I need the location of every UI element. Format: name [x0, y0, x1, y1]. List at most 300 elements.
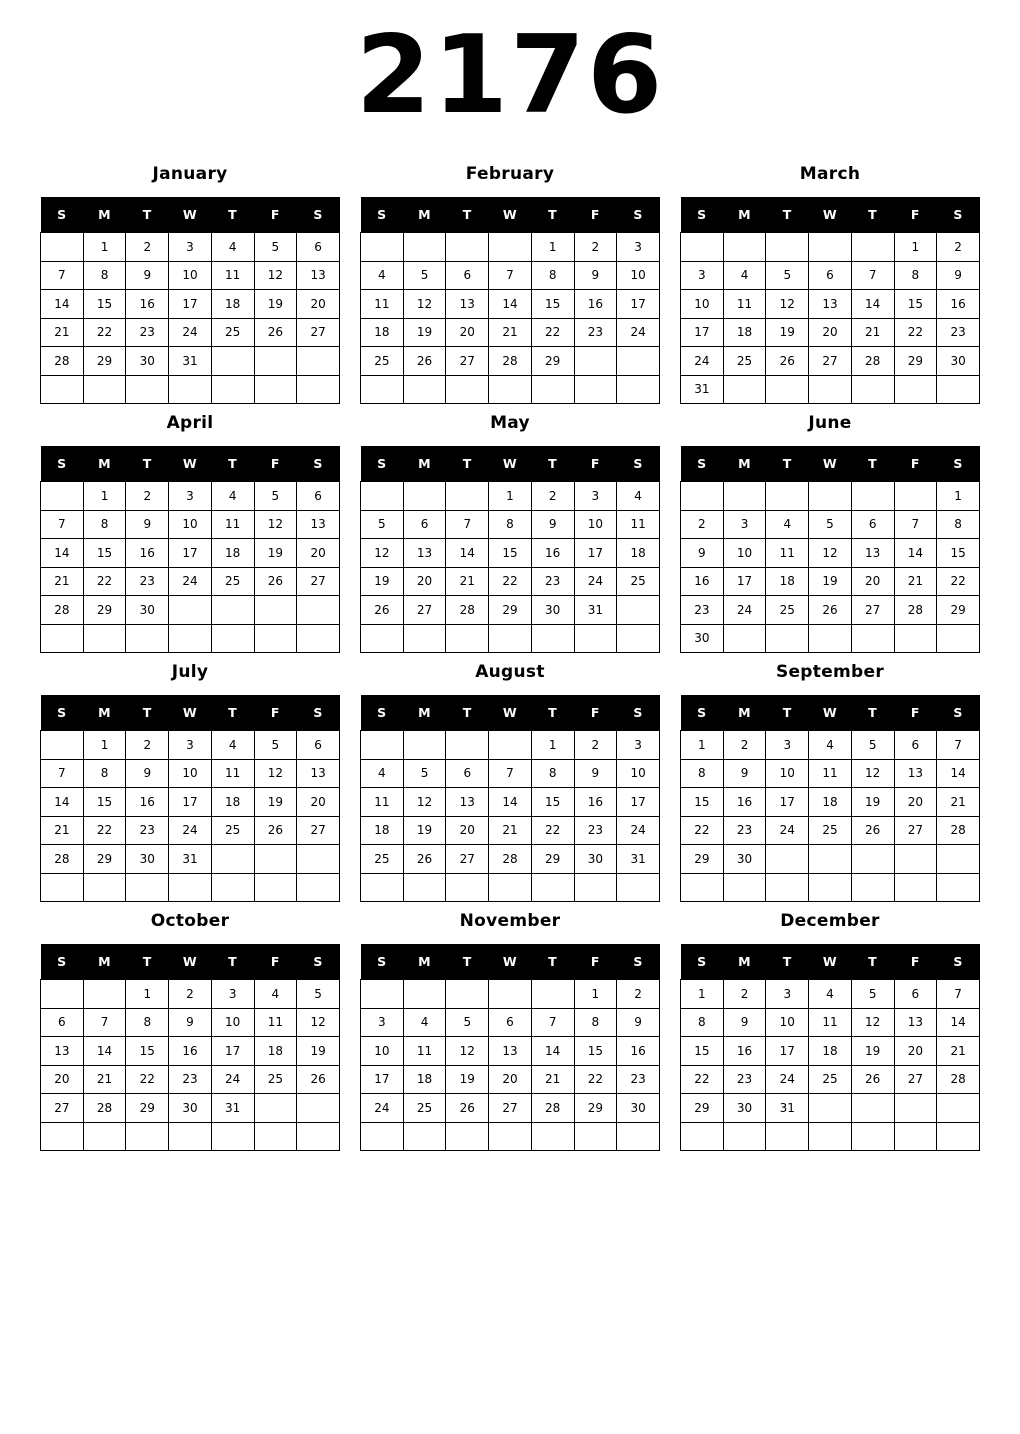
day-cell[interactable]: 2	[126, 482, 169, 511]
day-cell[interactable]: 7	[489, 759, 532, 788]
day-cell[interactable]: 24	[211, 1065, 254, 1094]
day-cell[interactable]: 19	[297, 1037, 340, 1066]
day-cell[interactable]: 15	[83, 788, 126, 817]
day-cell[interactable]: 9	[617, 1008, 660, 1037]
day-cell[interactable]: 7	[851, 261, 894, 290]
day-cell[interactable]: 12	[766, 290, 809, 319]
day-cell[interactable]: 23	[937, 318, 980, 347]
day-cell[interactable]: 12	[361, 539, 404, 568]
day-cell[interactable]: 14	[894, 539, 937, 568]
day-cell[interactable]: 1	[574, 980, 617, 1009]
day-cell[interactable]: 21	[83, 1065, 126, 1094]
day-cell[interactable]: 10	[574, 510, 617, 539]
day-cell[interactable]: 13	[894, 759, 937, 788]
day-cell[interactable]: 23	[723, 816, 766, 845]
day-cell[interactable]: 14	[41, 788, 84, 817]
day-cell[interactable]: 1	[531, 233, 574, 262]
day-cell[interactable]: 17	[766, 788, 809, 817]
day-cell[interactable]: 21	[41, 816, 84, 845]
day-cell[interactable]: 10	[617, 759, 660, 788]
day-cell[interactable]: 24	[766, 1065, 809, 1094]
day-cell[interactable]: 12	[851, 759, 894, 788]
day-cell[interactable]: 17	[169, 290, 212, 319]
day-cell[interactable]: 13	[297, 759, 340, 788]
day-cell[interactable]: 27	[851, 596, 894, 625]
day-cell[interactable]: 24	[617, 318, 660, 347]
day-cell[interactable]: 2	[126, 233, 169, 262]
day-cell[interactable]: 24	[169, 816, 212, 845]
day-cell[interactable]: 13	[489, 1037, 532, 1066]
day-cell[interactable]: 8	[531, 261, 574, 290]
day-cell[interactable]: 4	[809, 731, 852, 760]
day-cell[interactable]: 28	[41, 845, 84, 874]
day-cell[interactable]: 31	[211, 1094, 254, 1123]
day-cell[interactable]: 20	[446, 816, 489, 845]
day-cell[interactable]: 3	[574, 482, 617, 511]
day-cell[interactable]: 22	[531, 816, 574, 845]
day-cell[interactable]: 27	[297, 816, 340, 845]
day-cell[interactable]: 5	[254, 233, 297, 262]
day-cell[interactable]: 9	[574, 261, 617, 290]
day-cell[interactable]: 31	[617, 845, 660, 874]
day-cell[interactable]: 14	[937, 1008, 980, 1037]
day-cell[interactable]: 25	[403, 1094, 446, 1123]
day-cell[interactable]: 26	[851, 816, 894, 845]
day-cell[interactable]: 17	[169, 788, 212, 817]
day-cell[interactable]: 18	[361, 318, 404, 347]
day-cell[interactable]: 3	[723, 510, 766, 539]
day-cell[interactable]: 29	[574, 1094, 617, 1123]
day-cell[interactable]: 12	[809, 539, 852, 568]
day-cell[interactable]: 5	[403, 261, 446, 290]
day-cell[interactable]: 22	[681, 816, 724, 845]
day-cell[interactable]: 6	[403, 510, 446, 539]
day-cell[interactable]: 1	[894, 233, 937, 262]
day-cell[interactable]: 28	[489, 845, 532, 874]
day-cell[interactable]: 16	[126, 539, 169, 568]
day-cell[interactable]: 17	[574, 539, 617, 568]
day-cell[interactable]: 2	[126, 731, 169, 760]
day-cell[interactable]: 7	[894, 510, 937, 539]
day-cell[interactable]: 30	[574, 845, 617, 874]
day-cell[interactable]: 30	[126, 845, 169, 874]
day-cell[interactable]: 20	[41, 1065, 84, 1094]
day-cell[interactable]: 26	[254, 816, 297, 845]
day-cell[interactable]: 5	[851, 980, 894, 1009]
day-cell[interactable]: 12	[851, 1008, 894, 1037]
day-cell[interactable]: 16	[574, 290, 617, 319]
day-cell[interactable]: 16	[723, 788, 766, 817]
day-cell[interactable]: 28	[531, 1094, 574, 1123]
day-cell[interactable]: 12	[446, 1037, 489, 1066]
day-cell[interactable]: 16	[681, 567, 724, 596]
day-cell[interactable]: 22	[83, 318, 126, 347]
day-cell[interactable]: 9	[723, 1008, 766, 1037]
day-cell[interactable]: 4	[766, 510, 809, 539]
day-cell[interactable]: 17	[617, 290, 660, 319]
day-cell[interactable]: 6	[446, 759, 489, 788]
day-cell[interactable]: 14	[83, 1037, 126, 1066]
day-cell[interactable]: 31	[766, 1094, 809, 1123]
day-cell[interactable]: 22	[126, 1065, 169, 1094]
day-cell[interactable]: 8	[937, 510, 980, 539]
day-cell[interactable]: 24	[169, 318, 212, 347]
day-cell[interactable]: 2	[681, 510, 724, 539]
day-cell[interactable]: 15	[937, 539, 980, 568]
day-cell[interactable]: 3	[169, 233, 212, 262]
day-cell[interactable]: 23	[126, 567, 169, 596]
day-cell[interactable]: 22	[83, 816, 126, 845]
day-cell[interactable]: 23	[126, 816, 169, 845]
day-cell[interactable]: 8	[681, 759, 724, 788]
day-cell[interactable]: 7	[41, 510, 84, 539]
day-cell[interactable]: 5	[254, 731, 297, 760]
day-cell[interactable]: 29	[83, 596, 126, 625]
day-cell[interactable]: 2	[574, 731, 617, 760]
day-cell[interactable]: 3	[766, 980, 809, 1009]
day-cell[interactable]: 25	[617, 567, 660, 596]
day-cell[interactable]: 4	[361, 759, 404, 788]
day-cell[interactable]: 15	[531, 788, 574, 817]
day-cell[interactable]: 15	[531, 290, 574, 319]
day-cell[interactable]: 24	[723, 596, 766, 625]
day-cell[interactable]: 19	[254, 788, 297, 817]
day-cell[interactable]: 11	[211, 510, 254, 539]
day-cell[interactable]: 4	[361, 261, 404, 290]
day-cell[interactable]: 9	[723, 759, 766, 788]
day-cell[interactable]: 2	[617, 980, 660, 1009]
day-cell[interactable]: 15	[83, 539, 126, 568]
day-cell[interactable]: 28	[41, 347, 84, 376]
day-cell[interactable]: 4	[254, 980, 297, 1009]
day-cell[interactable]: 15	[83, 290, 126, 319]
day-cell[interactable]: 8	[531, 759, 574, 788]
day-cell[interactable]: 21	[41, 567, 84, 596]
day-cell[interactable]: 12	[254, 261, 297, 290]
day-cell[interactable]: 10	[169, 759, 212, 788]
day-cell[interactable]: 30	[723, 845, 766, 874]
day-cell[interactable]: 29	[83, 845, 126, 874]
day-cell[interactable]: 20	[403, 567, 446, 596]
day-cell[interactable]: 18	[809, 788, 852, 817]
day-cell[interactable]: 20	[894, 788, 937, 817]
day-cell[interactable]: 6	[297, 233, 340, 262]
day-cell[interactable]: 21	[531, 1065, 574, 1094]
day-cell[interactable]: 14	[937, 759, 980, 788]
day-cell[interactable]: 30	[126, 596, 169, 625]
day-cell[interactable]: 21	[937, 1037, 980, 1066]
day-cell[interactable]: 26	[403, 347, 446, 376]
day-cell[interactable]: 11	[361, 788, 404, 817]
day-cell[interactable]: 26	[766, 347, 809, 376]
day-cell[interactable]: 7	[446, 510, 489, 539]
day-cell[interactable]: 16	[169, 1037, 212, 1066]
day-cell[interactable]: 22	[489, 567, 532, 596]
day-cell[interactable]: 14	[41, 539, 84, 568]
day-cell[interactable]: 8	[894, 261, 937, 290]
day-cell[interactable]: 13	[809, 290, 852, 319]
day-cell[interactable]: 29	[937, 596, 980, 625]
day-cell[interactable]: 10	[617, 261, 660, 290]
day-cell[interactable]: 17	[617, 788, 660, 817]
day-cell[interactable]: 30	[681, 624, 724, 653]
day-cell[interactable]: 1	[681, 731, 724, 760]
day-cell[interactable]: 4	[211, 233, 254, 262]
day-cell[interactable]: 5	[403, 759, 446, 788]
day-cell[interactable]: 28	[489, 347, 532, 376]
day-cell[interactable]: 5	[361, 510, 404, 539]
day-cell[interactable]: 7	[937, 980, 980, 1009]
day-cell[interactable]: 31	[681, 375, 724, 404]
day-cell[interactable]: 6	[851, 510, 894, 539]
day-cell[interactable]: 21	[894, 567, 937, 596]
day-cell[interactable]: 28	[937, 1065, 980, 1094]
day-cell[interactable]: 23	[723, 1065, 766, 1094]
day-cell[interactable]: 4	[809, 980, 852, 1009]
day-cell[interactable]: 1	[531, 731, 574, 760]
day-cell[interactable]: 3	[361, 1008, 404, 1037]
day-cell[interactable]: 11	[617, 510, 660, 539]
day-cell[interactable]: 19	[403, 816, 446, 845]
day-cell[interactable]: 3	[211, 980, 254, 1009]
day-cell[interactable]: 30	[531, 596, 574, 625]
day-cell[interactable]: 18	[403, 1065, 446, 1094]
day-cell[interactable]: 25	[809, 816, 852, 845]
day-cell[interactable]: 14	[489, 788, 532, 817]
day-cell[interactable]: 30	[937, 347, 980, 376]
day-cell[interactable]: 5	[446, 1008, 489, 1037]
day-cell[interactable]: 12	[403, 788, 446, 817]
day-cell[interactable]: 17	[681, 318, 724, 347]
day-cell[interactable]: 29	[531, 845, 574, 874]
day-cell[interactable]: 2	[937, 233, 980, 262]
day-cell[interactable]: 18	[617, 539, 660, 568]
day-cell[interactable]: 14	[531, 1037, 574, 1066]
day-cell[interactable]: 30	[723, 1094, 766, 1123]
day-cell[interactable]: 23	[126, 318, 169, 347]
day-cell[interactable]: 19	[446, 1065, 489, 1094]
day-cell[interactable]: 11	[809, 759, 852, 788]
day-cell[interactable]: 10	[169, 510, 212, 539]
day-cell[interactable]: 18	[766, 567, 809, 596]
day-cell[interactable]: 2	[169, 980, 212, 1009]
day-cell[interactable]: 4	[617, 482, 660, 511]
day-cell[interactable]: 22	[681, 1065, 724, 1094]
day-cell[interactable]: 5	[809, 510, 852, 539]
day-cell[interactable]: 26	[809, 596, 852, 625]
day-cell[interactable]: 11	[403, 1037, 446, 1066]
day-cell[interactable]: 23	[681, 596, 724, 625]
day-cell[interactable]: 7	[489, 261, 532, 290]
day-cell[interactable]: 18	[723, 318, 766, 347]
day-cell[interactable]: 21	[851, 318, 894, 347]
day-cell[interactable]: 13	[403, 539, 446, 568]
day-cell[interactable]: 25	[723, 347, 766, 376]
day-cell[interactable]: 18	[211, 290, 254, 319]
day-cell[interactable]: 17	[211, 1037, 254, 1066]
day-cell[interactable]: 9	[126, 510, 169, 539]
day-cell[interactable]: 16	[937, 290, 980, 319]
day-cell[interactable]: 9	[574, 759, 617, 788]
day-cell[interactable]: 25	[809, 1065, 852, 1094]
day-cell[interactable]: 2	[574, 233, 617, 262]
day-cell[interactable]: 27	[41, 1094, 84, 1123]
day-cell[interactable]: 15	[574, 1037, 617, 1066]
day-cell[interactable]: 17	[361, 1065, 404, 1094]
day-cell[interactable]: 17	[723, 567, 766, 596]
day-cell[interactable]: 8	[681, 1008, 724, 1037]
day-cell[interactable]: 16	[574, 788, 617, 817]
day-cell[interactable]: 14	[489, 290, 532, 319]
day-cell[interactable]: 8	[83, 510, 126, 539]
day-cell[interactable]: 7	[937, 731, 980, 760]
day-cell[interactable]: 28	[41, 596, 84, 625]
day-cell[interactable]: 16	[126, 290, 169, 319]
day-cell[interactable]: 13	[446, 788, 489, 817]
day-cell[interactable]: 7	[83, 1008, 126, 1037]
day-cell[interactable]: 11	[361, 290, 404, 319]
day-cell[interactable]: 9	[169, 1008, 212, 1037]
day-cell[interactable]: 3	[169, 482, 212, 511]
day-cell[interactable]: 11	[723, 290, 766, 319]
day-cell[interactable]: 18	[211, 788, 254, 817]
day-cell[interactable]: 26	[254, 567, 297, 596]
day-cell[interactable]: 21	[489, 816, 532, 845]
day-cell[interactable]: 24	[617, 816, 660, 845]
day-cell[interactable]: 6	[809, 261, 852, 290]
day-cell[interactable]: 25	[211, 567, 254, 596]
day-cell[interactable]: 27	[489, 1094, 532, 1123]
day-cell[interactable]: 22	[574, 1065, 617, 1094]
day-cell[interactable]: 23	[574, 816, 617, 845]
day-cell[interactable]: 18	[254, 1037, 297, 1066]
day-cell[interactable]: 15	[126, 1037, 169, 1066]
day-cell[interactable]: 1	[83, 233, 126, 262]
day-cell[interactable]: 25	[211, 318, 254, 347]
day-cell[interactable]: 8	[83, 261, 126, 290]
day-cell[interactable]: 21	[41, 318, 84, 347]
day-cell[interactable]: 15	[681, 1037, 724, 1066]
day-cell[interactable]: 25	[211, 816, 254, 845]
day-cell[interactable]: 18	[361, 816, 404, 845]
day-cell[interactable]: 11	[766, 539, 809, 568]
day-cell[interactable]: 21	[446, 567, 489, 596]
day-cell[interactable]: 25	[361, 845, 404, 874]
day-cell[interactable]: 27	[403, 596, 446, 625]
day-cell[interactable]: 26	[851, 1065, 894, 1094]
day-cell[interactable]: 4	[211, 482, 254, 511]
day-cell[interactable]: 10	[766, 1008, 809, 1037]
day-cell[interactable]: 2	[723, 731, 766, 760]
day-cell[interactable]: 12	[297, 1008, 340, 1037]
day-cell[interactable]: 7	[41, 261, 84, 290]
day-cell[interactable]: 1	[681, 980, 724, 1009]
day-cell[interactable]: 31	[169, 347, 212, 376]
day-cell[interactable]: 9	[681, 539, 724, 568]
day-cell[interactable]: 11	[211, 261, 254, 290]
day-cell[interactable]: 14	[446, 539, 489, 568]
day-cell[interactable]: 28	[894, 596, 937, 625]
day-cell[interactable]: 20	[297, 290, 340, 319]
day-cell[interactable]: 22	[894, 318, 937, 347]
day-cell[interactable]: 13	[297, 261, 340, 290]
day-cell[interactable]: 22	[531, 318, 574, 347]
day-cell[interactable]: 13	[851, 539, 894, 568]
day-cell[interactable]: 30	[169, 1094, 212, 1123]
day-cell[interactable]: 24	[361, 1094, 404, 1123]
day-cell[interactable]: 26	[254, 318, 297, 347]
day-cell[interactable]: 8	[574, 1008, 617, 1037]
day-cell[interactable]: 19	[851, 788, 894, 817]
day-cell[interactable]: 27	[297, 318, 340, 347]
day-cell[interactable]: 26	[361, 596, 404, 625]
day-cell[interactable]: 27	[446, 845, 489, 874]
day-cell[interactable]: 22	[83, 567, 126, 596]
day-cell[interactable]: 27	[446, 347, 489, 376]
day-cell[interactable]: 25	[254, 1065, 297, 1094]
day-cell[interactable]: 1	[489, 482, 532, 511]
day-cell[interactable]: 6	[41, 1008, 84, 1037]
day-cell[interactable]: 12	[403, 290, 446, 319]
day-cell[interactable]: 20	[297, 539, 340, 568]
day-cell[interactable]: 1	[83, 731, 126, 760]
day-cell[interactable]: 5	[851, 731, 894, 760]
day-cell[interactable]: 30	[617, 1094, 660, 1123]
day-cell[interactable]: 8	[126, 1008, 169, 1037]
day-cell[interactable]: 10	[766, 759, 809, 788]
day-cell[interactable]: 29	[531, 347, 574, 376]
day-cell[interactable]: 14	[41, 290, 84, 319]
day-cell[interactable]: 15	[894, 290, 937, 319]
day-cell[interactable]: 1	[83, 482, 126, 511]
day-cell[interactable]: 9	[126, 759, 169, 788]
day-cell[interactable]: 8	[83, 759, 126, 788]
day-cell[interactable]: 10	[169, 261, 212, 290]
day-cell[interactable]: 20	[446, 318, 489, 347]
day-cell[interactable]: 16	[617, 1037, 660, 1066]
day-cell[interactable]: 6	[894, 980, 937, 1009]
day-cell[interactable]: 27	[894, 1065, 937, 1094]
day-cell[interactable]: 6	[297, 482, 340, 511]
day-cell[interactable]: 15	[681, 788, 724, 817]
day-cell[interactable]: 5	[254, 482, 297, 511]
day-cell[interactable]: 10	[723, 539, 766, 568]
day-cell[interactable]: 20	[851, 567, 894, 596]
day-cell[interactable]: 5	[766, 261, 809, 290]
day-cell[interactable]: 29	[83, 347, 126, 376]
day-cell[interactable]: 27	[297, 567, 340, 596]
day-cell[interactable]: 9	[531, 510, 574, 539]
day-cell[interactable]: 10	[211, 1008, 254, 1037]
day-cell[interactable]: 13	[446, 290, 489, 319]
day-cell[interactable]: 6	[446, 261, 489, 290]
day-cell[interactable]: 20	[297, 788, 340, 817]
day-cell[interactable]: 4	[211, 731, 254, 760]
day-cell[interactable]: 4	[723, 261, 766, 290]
day-cell[interactable]: 3	[617, 233, 660, 262]
day-cell[interactable]: 17	[766, 1037, 809, 1066]
day-cell[interactable]: 19	[766, 318, 809, 347]
day-cell[interactable]: 19	[809, 567, 852, 596]
day-cell[interactable]: 5	[297, 980, 340, 1009]
day-cell[interactable]: 23	[617, 1065, 660, 1094]
day-cell[interactable]: 25	[361, 347, 404, 376]
day-cell[interactable]: 28	[446, 596, 489, 625]
day-cell[interactable]: 16	[723, 1037, 766, 1066]
day-cell[interactable]: 23	[531, 567, 574, 596]
day-cell[interactable]: 20	[489, 1065, 532, 1094]
day-cell[interactable]: 27	[809, 347, 852, 376]
